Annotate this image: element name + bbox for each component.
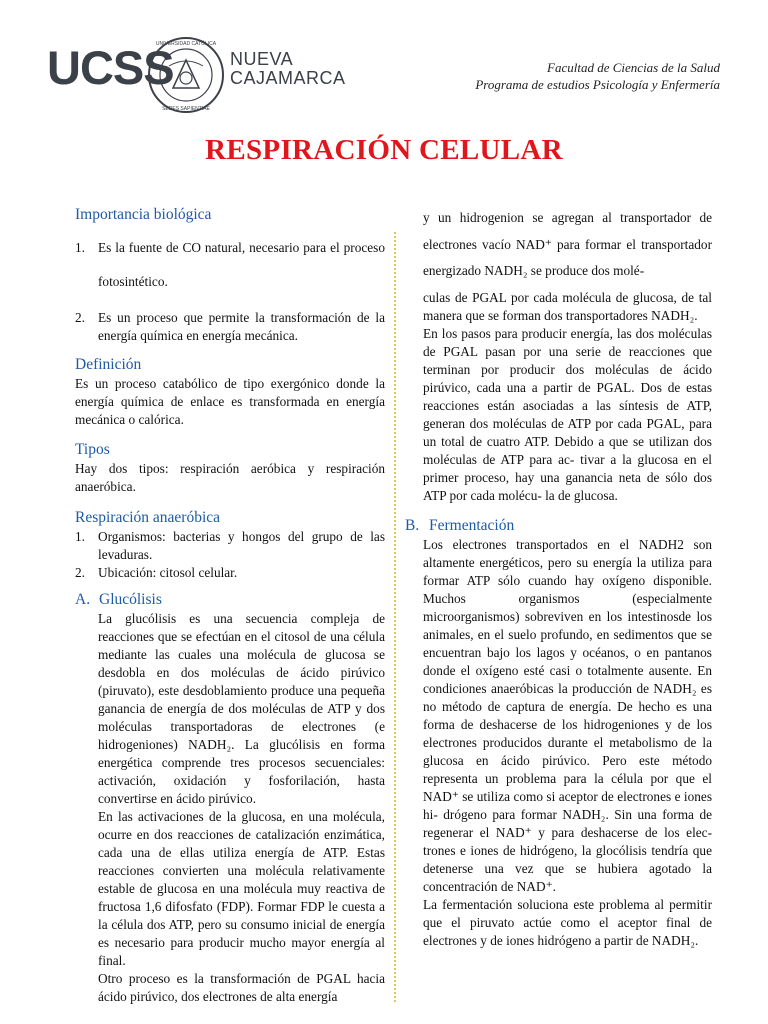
fermentacion-paragraph-2: La fermentación soluciona este problema al permitir que el piruvato actúe como el aceptor final de electrones y de iones hidrógeno a partir de NADH₂.: [423, 896, 712, 948]
ucss-logo-text: UCSS: [47, 41, 174, 94]
definicion-text: Es un proceso catabólico de tipo exergónico donde la energía química de enlace es transformada en energía mecánica o calórica.: [75, 376, 385, 427]
campus-line-1: NUEVA: [230, 49, 294, 69]
campus-line-2: CAJAMARCA: [230, 68, 346, 88]
glucolisis-paragraph-3: Otro proceso es la transformación de PGAL hacia ácido pirúvico, dos electrones de alta energía: [98, 971, 385, 1004]
glucolisis-paragraph-2: En las activaciones de la glucosa, en una molécula, ocurre en dos reacciones de catalización enzimática, cada una de ellas utiliza energía de ATP. Estas reacciones convierten una molécula relativamente estable de glucosa en una molécula muy reactiva de fructosa 1,6 difosfato (FDP). Formar FDP le cuesta a la célula dos ATP, pero su consumo inicial de energía es necesario para producir mucho mayor energía al final.: [98, 809, 385, 968]
importancia-list: [75, 231, 385, 345]
program-name: Programa de estudios Psicología y Enfermería: [475, 77, 720, 92]
continuation-paragraph-1: y un hidrogenion se agregan al transportador de electrones vacío NAD⁺ para formar el transportador energizado NADH₂ se produce dos molé-: [423, 210, 712, 278]
list-text: Es un proceso que permite la transformación de la energía química en energía mecánica.: [98, 310, 385, 343]
left-column: [75, 205, 385, 1006]
list-number: 2.: [75, 310, 85, 325]
anaerobica-list: [75, 528, 385, 582]
heading-tipos: Tipos: [75, 441, 110, 458]
tipos-text: Hay dos tipos: respiración aeróbica y respiración anaeróbica.: [75, 461, 385, 494]
list-number: 1.: [75, 529, 85, 544]
heading-text: Fermentación: [429, 516, 515, 534]
continuation-paragraph-3: En los pasos para producir energía, las dos moléculas de PGAL pasan por una serie de reacciones que terminan por producir dos moléculas de ácido pirúvico, cada una a partir de PGAL. Dos de estas reacciones están asociadas a las síntesis de ATP, generan dos moléculas de ATP por cada PGAL, para un total de cuatro ATP. Debido a que se utilizan dos moléculas de ATP para ac- tivar a la glucosa en el primer proceso, hay una ganancia neta de sólo dos ATP por cada molécu- la de glucosa.: [423, 325, 712, 503]
heading-text: Glucólisis: [99, 591, 162, 608]
glucolisis-paragraph-1: La glucólisis es una secuencia compleja de reacciones que se efectúan en el citosol de una célula mediante las cuales una molécula de glucosa se desdobla en dos moléculas de ácido pirúvico (piruvato), este desdoblamiento produce una pequeña ganancia de energía de dos moléculas de ATP y dos moléculas transportadoras de electrones (e hidrogeniones) NADH₂. La glucólisis en forma energética comprende tres procesos secuenciales: activación, oxidación y fosforilación, hasta convertirse en ácido pirúvico.: [98, 611, 385, 806]
university-seal-icon: [147, 36, 225, 114]
list-number: 1.: [75, 240, 85, 255]
campus-name: [230, 50, 346, 88]
list-item: [75, 564, 385, 582]
right-column: [405, 205, 712, 950]
svg-text:UNIVERSIDAD CATÓLICA: UNIVERSIDAD CATÓLICA: [155, 41, 217, 47]
heading-respiracion-anaerobica: Respiración anaeróbica: [75, 509, 221, 526]
list-text: Organismos: bacterias y hongos del grupo de las levaduras.: [98, 529, 385, 562]
heading-importancia: Importancia biológica: [75, 206, 212, 223]
list-item: [75, 528, 385, 564]
column-divider: [394, 232, 396, 1002]
fermentacion-paragraph-1: Los electrones transportados en el NADH2 son altamente energéticos, pero su energía la utiliza para formar ATP sólo cuando hay oxígeno disponible. Muchos organismos (especialmente microorganismos) sobreviven en los intestinosde los animales, en el suelo profundo, en sedimentos que se encuentran bajo los lagos y océanos, o en pantanos donde el oxígeno esté casi o totalmente ausente. En condiciones anaeróbicas la producción de NADH₂ es no método de captura de energía. De hecho es una forma de deshacerse de los hidrogeniones y de los electrones producidos durante el metabolismo de la glucosa en ácido pirúvico. Pero este método representa un problema para la célula por que el NAD⁺ se utiliza como si aceptor de electrones e iones hi- drógeno para formar NADH₂. Sin una forma de regenerar el NAD⁺ y para deshacerse de los elec-trones e iones de hidrógeno, la glocólisis tendría que detenerse una vez que se hubiera agotado la concentración de NAD⁺.: [423, 536, 712, 894]
list-text: Es la fuente de CO natural, necesario para el proceso fotosintético.: [98, 240, 385, 289]
page-title: RESPIRACIÓN CELULAR: [205, 134, 563, 166]
list-item: [75, 309, 385, 345]
heading-definicion: Definición: [75, 356, 142, 373]
list-item: [75, 231, 385, 299]
glucolisis-body: [75, 610, 385, 1006]
glucolisis-continuation: [423, 205, 712, 505]
heading-glucolisis: [75, 590, 385, 610]
faculty-name: Facultad de Ciencias de la Salud: [547, 60, 720, 75]
svg-text:SEDES SAPIENTIAE: SEDES SAPIENTIAE: [162, 106, 210, 112]
section-letter: A.: [75, 591, 91, 608]
list-number: 2.: [75, 565, 85, 580]
heading-fermentacion: [405, 516, 712, 536]
continuation-paragraph-2: culas de PGAL por cada molécula de glucosa, de tal manera que se forman dos transportadores NADH₂.: [423, 289, 712, 323]
section-letter: B.: [405, 516, 420, 534]
list-text: Ubicación: citosol celular.: [98, 565, 238, 580]
